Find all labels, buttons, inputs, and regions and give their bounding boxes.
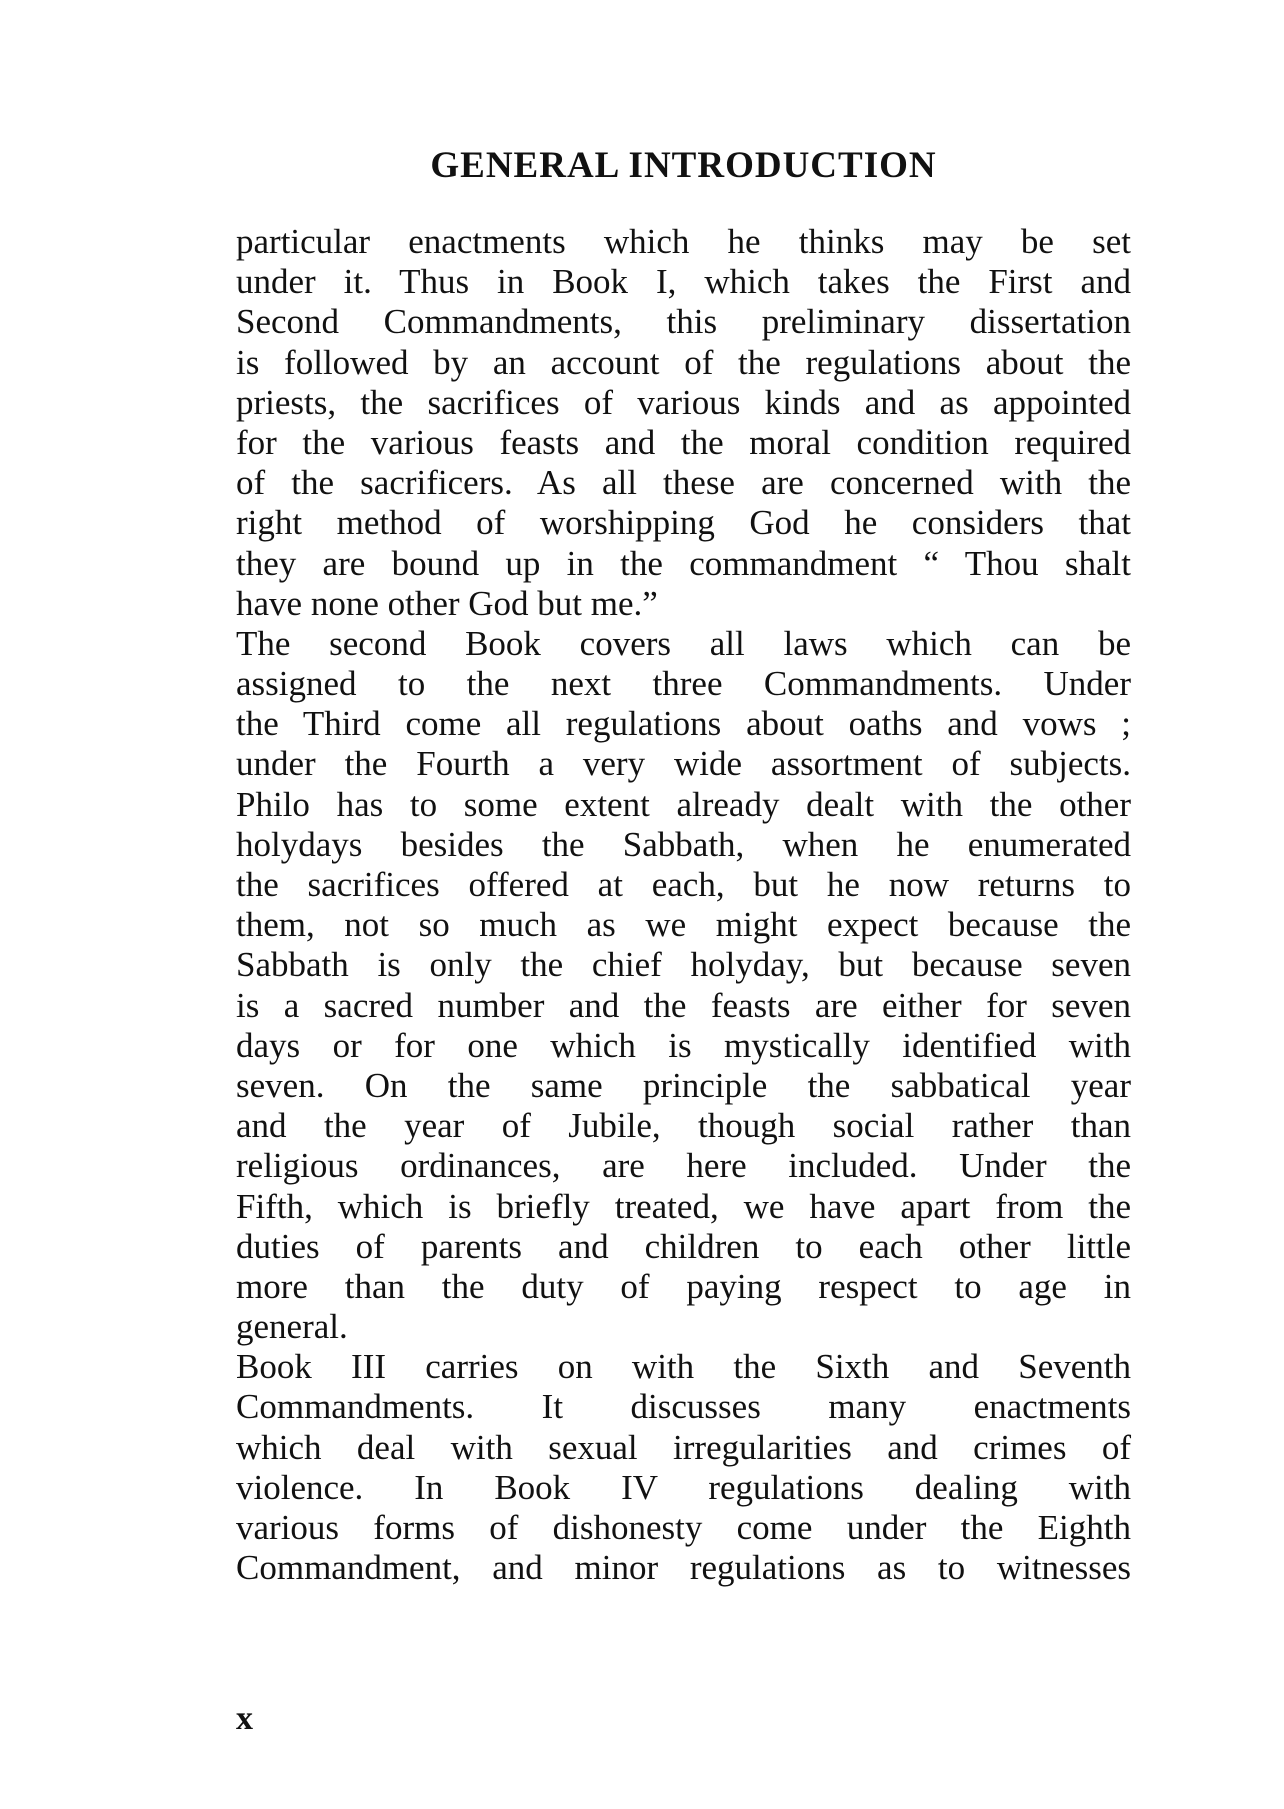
text-line: under the Fourth a very wide assortment of subjects. [236, 744, 1131, 784]
text-line: general. [236, 1307, 348, 1347]
text-line: the sacrifices offered at each, but he now returns to [236, 865, 1131, 904]
text-line: various forms of dishonesty come under the Eighth [236, 1508, 1131, 1547]
paragraph-3 [236, 1347, 1131, 1588]
text-line: seven. On the same principle the sabbatical year [236, 1065, 1131, 1105]
text-line: them, not so much as we might expect because the [236, 905, 1131, 945]
text-line: for the various feasts and the moral condition required [236, 422, 1131, 462]
paragraph-2 [236, 624, 1131, 1347]
text-line: religious ordinances, are here included. Under the [236, 1146, 1131, 1186]
text-line: Fifth, which is briefly treated, we have apart from the [236, 1186, 1131, 1226]
text-line: more than the duty of paying respect to age in [236, 1266, 1131, 1306]
text-line: Philo has to some extent already dealt with the other [236, 784, 1131, 824]
text-line: days or for one which is mystically identified with [236, 1025, 1131, 1065]
text-line: is a sacred number and the feasts are either for seven [236, 985, 1131, 1025]
paragraph-1 [236, 222, 1131, 624]
text-line: Book III carries on with the Sixth and Seventh [236, 1347, 1131, 1387]
text-line: Commandments. It discusses many enactments [236, 1387, 1131, 1427]
text-line: under it. Thus in Book I, which takes the First and [236, 262, 1131, 302]
text-line: they are bound up in the commandment “ Thou shalt [236, 543, 1131, 583]
text-line: have none other God but me.” [236, 583, 658, 623]
text-line: priests, the sacrifices of various kinds and as appointed [236, 382, 1131, 422]
text-line: right method of worshipping God he considers that [236, 503, 1131, 543]
text-line: Second Commandments, this preliminary dissertation [236, 302, 1131, 342]
text-line: Commandment, and minor regulations as to witnesses [236, 1548, 1131, 1588]
text-line: holydays besides the Sabbath, when he enumerated [236, 824, 1131, 864]
text-line: is followed by an account of the regulations about the [236, 342, 1131, 382]
text-line: violence. In Book IV regulations dealing with [236, 1467, 1131, 1507]
text-line: of the sacrificers. As all these are concerned with the [236, 463, 1131, 503]
text-line: the Third come all regulations about oaths and vows ; [236, 704, 1131, 744]
text-line: Sabbath is only the chief holyday, but because seven [236, 945, 1131, 985]
text-line: and the year of Jubile, though social rather than [236, 1106, 1131, 1146]
text-line: duties of parents and children to each other little [236, 1226, 1131, 1266]
text-line: The second Book covers all laws which can be [236, 623, 1131, 663]
text-line: assigned to the next three Commandments. Under [236, 664, 1131, 704]
body-text [236, 222, 1131, 1588]
text-line: particular enactments which he thinks may be set [236, 222, 1131, 261]
page-number: x [236, 1700, 253, 1737]
running-head: GENERAL INTRODUCTION [430, 145, 937, 186]
text-line: which deal with sexual irregularities and crimes of [236, 1427, 1131, 1467]
